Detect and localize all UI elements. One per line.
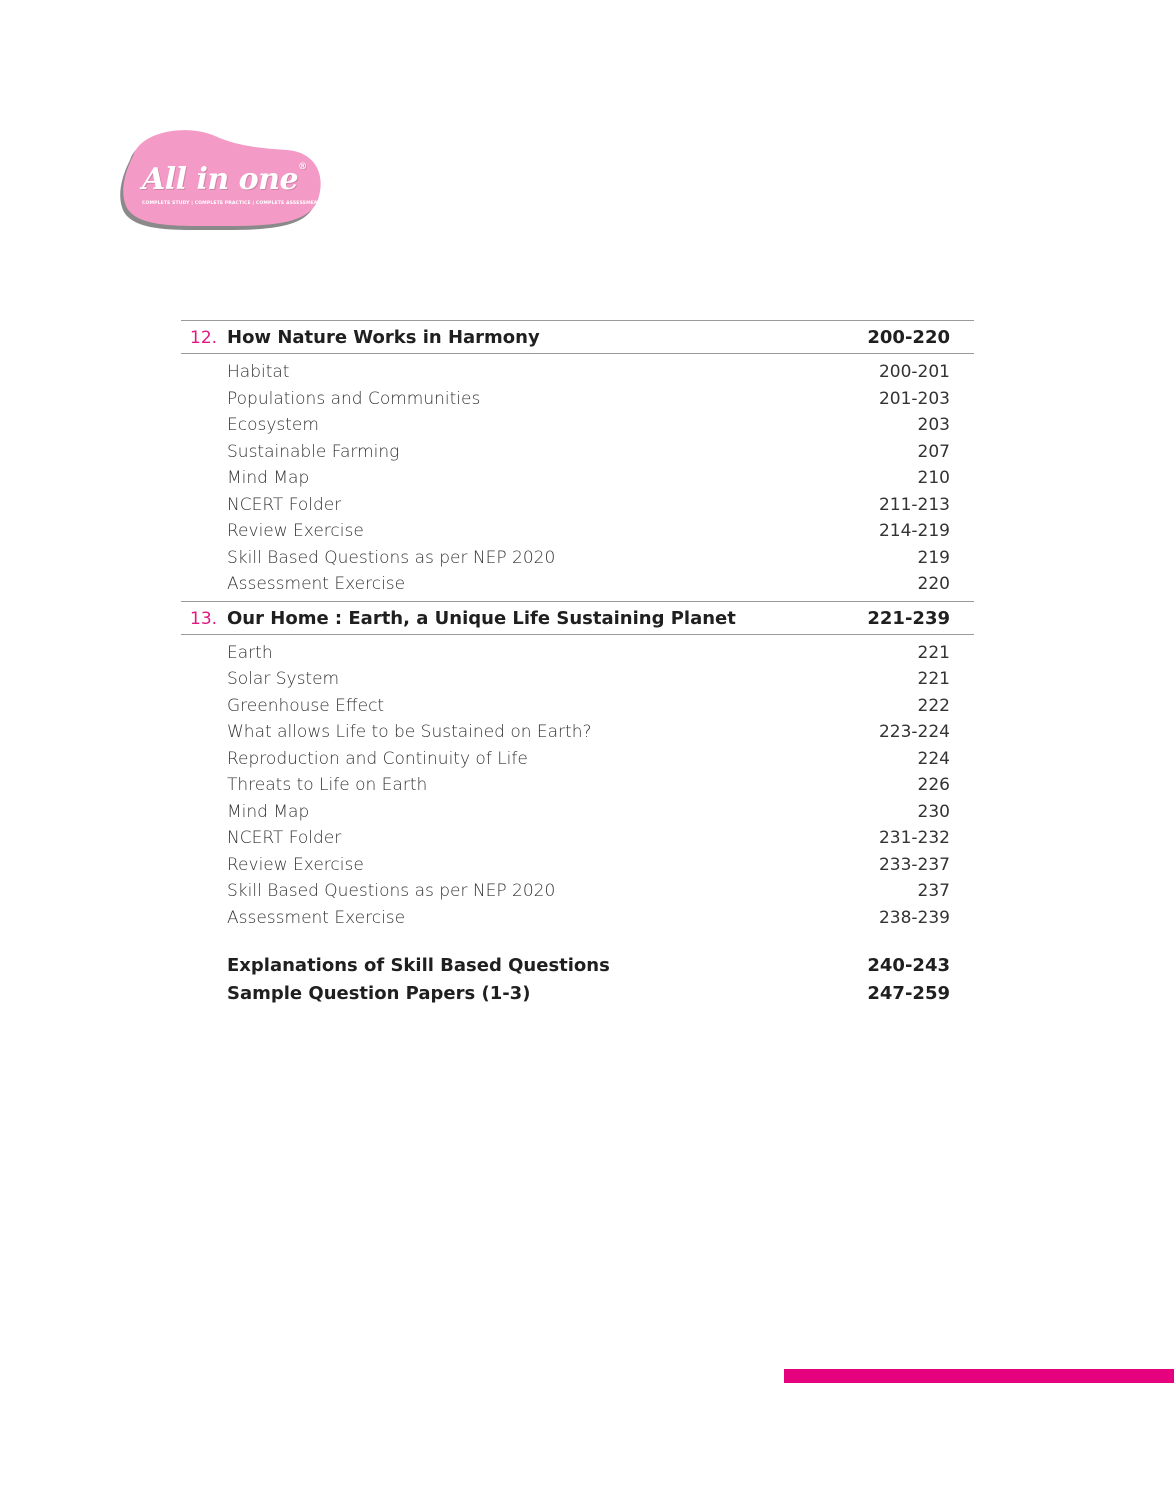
topic-entry[interactable] — [181, 746, 974, 773]
topic-pages: 200-201 — [878, 362, 950, 382]
extra-pages: 240-243 — [867, 955, 950, 976]
topic-entry[interactable] — [181, 465, 974, 492]
extra-entry[interactable] — [181, 954, 974, 982]
logo-brand-name: All in one — [142, 162, 299, 197]
topic-entry[interactable] — [181, 412, 974, 439]
topic-title: Ecosystem — [227, 415, 319, 435]
topic-pages: 224 — [917, 748, 950, 769]
accent-bar — [784, 1369, 1174, 1383]
topic-entry[interactable] — [181, 386, 974, 413]
topic-title: Habitat — [227, 362, 290, 382]
topic-pages: 230 — [917, 801, 950, 822]
topic-title: Review Exercise — [227, 521, 364, 541]
topic-title: Reproduction and Continuity of Life — [227, 748, 528, 769]
topic-title: NCERT Folder — [227, 828, 342, 848]
topic-title: Review Exercise — [227, 854, 364, 875]
topic-title: Sustainable Farming — [227, 441, 400, 462]
chapter-pages: 221-239 — [867, 607, 950, 629]
topic-entry[interactable] — [181, 852, 974, 879]
logo-brand-text — [142, 162, 307, 197]
chapter-heading[interactable] — [181, 320, 974, 354]
topic-pages: 238-239 — [878, 907, 950, 928]
topic-entry[interactable] — [181, 905, 974, 932]
topic-entry[interactable] — [181, 359, 974, 386]
topic-title: Mind Map — [227, 468, 310, 488]
chapter-heading[interactable] — [181, 601, 974, 635]
topic-entry[interactable] — [181, 492, 974, 519]
topic-title: Earth — [227, 642, 273, 663]
topic-entry[interactable] — [181, 439, 974, 466]
topic-pages: 223-224 — [878, 722, 950, 742]
toc-extras — [181, 954, 974, 1010]
topic-pages: 221 — [917, 642, 950, 663]
topic-entry[interactable] — [181, 799, 974, 826]
table-of-contents — [181, 320, 974, 934]
topic-pages: 201-203 — [878, 388, 950, 409]
topic-pages: 221 — [917, 669, 950, 689]
topic-title: Threats to Life on Earth — [227, 775, 428, 795]
topic-title: Solar System — [227, 669, 340, 689]
extra-entry[interactable] — [181, 982, 974, 1010]
topic-title: Assessment Exercise — [227, 574, 406, 594]
topic-entry[interactable] — [181, 518, 974, 545]
topic-entry[interactable] — [181, 878, 974, 905]
topic-pages: 222 — [917, 695, 950, 716]
topic-pages: 220 — [917, 574, 950, 594]
chapter-topic-list — [181, 354, 974, 601]
topic-entry[interactable] — [181, 545, 974, 572]
topic-entry[interactable] — [181, 719, 974, 746]
topic-title: Assessment Exercise — [227, 907, 406, 928]
topic-title: Greenhouse Effect — [227, 695, 385, 716]
extra-title: Explanations of Skill Based Questions — [227, 955, 610, 976]
topic-entry[interactable] — [181, 825, 974, 852]
topic-title: Populations and Communities — [227, 388, 481, 409]
topic-pages: 211-213 — [878, 494, 950, 515]
topic-entry[interactable] — [181, 666, 974, 693]
extra-pages: 247-259 — [867, 983, 950, 1004]
chapter-number: 13. — [190, 608, 218, 629]
topic-pages: 210 — [917, 468, 950, 488]
topic-title: What allows Life to be Sustained on Earth? — [227, 722, 592, 742]
topic-pages: 219 — [917, 547, 950, 568]
topic-title: Skill Based Questions as per NEP 2020 — [227, 881, 556, 901]
chapter-number: 12. — [190, 328, 218, 348]
logo-registered-mark: ® — [298, 162, 307, 172]
brand-logo — [116, 126, 322, 230]
chapter-title: Our Home : Earth, a Unique Life Sustaining Planet — [227, 607, 736, 629]
topic-pages: 237 — [917, 881, 950, 901]
topic-entry[interactable] — [181, 772, 974, 799]
topic-pages: 226 — [917, 775, 950, 795]
chapter-title: How Nature Works in Harmony — [227, 327, 540, 348]
topic-entry[interactable] — [181, 640, 974, 667]
topic-title: Mind Map — [227, 801, 310, 822]
extra-title: Sample Question Papers (1-3) — [227, 983, 531, 1004]
logo-tagline: COMPLETE STUDY | COMPLETE PRACTICE | COMPLETE ASSESSMENT — [142, 201, 322, 206]
topic-pages: 231-232 — [878, 828, 950, 848]
topic-entry[interactable] — [181, 571, 974, 598]
topic-entry[interactable] — [181, 693, 974, 720]
topic-pages: 233-237 — [878, 854, 950, 875]
chapter-topic-list — [181, 635, 974, 935]
topic-pages: 203 — [917, 415, 950, 435]
topic-title: Skill Based Questions as per NEP 2020 — [227, 547, 556, 568]
chapter-pages: 200-220 — [867, 327, 950, 348]
topic-title: NCERT Folder — [227, 494, 342, 515]
topic-pages: 214-219 — [878, 521, 950, 541]
topic-pages: 207 — [917, 441, 950, 462]
